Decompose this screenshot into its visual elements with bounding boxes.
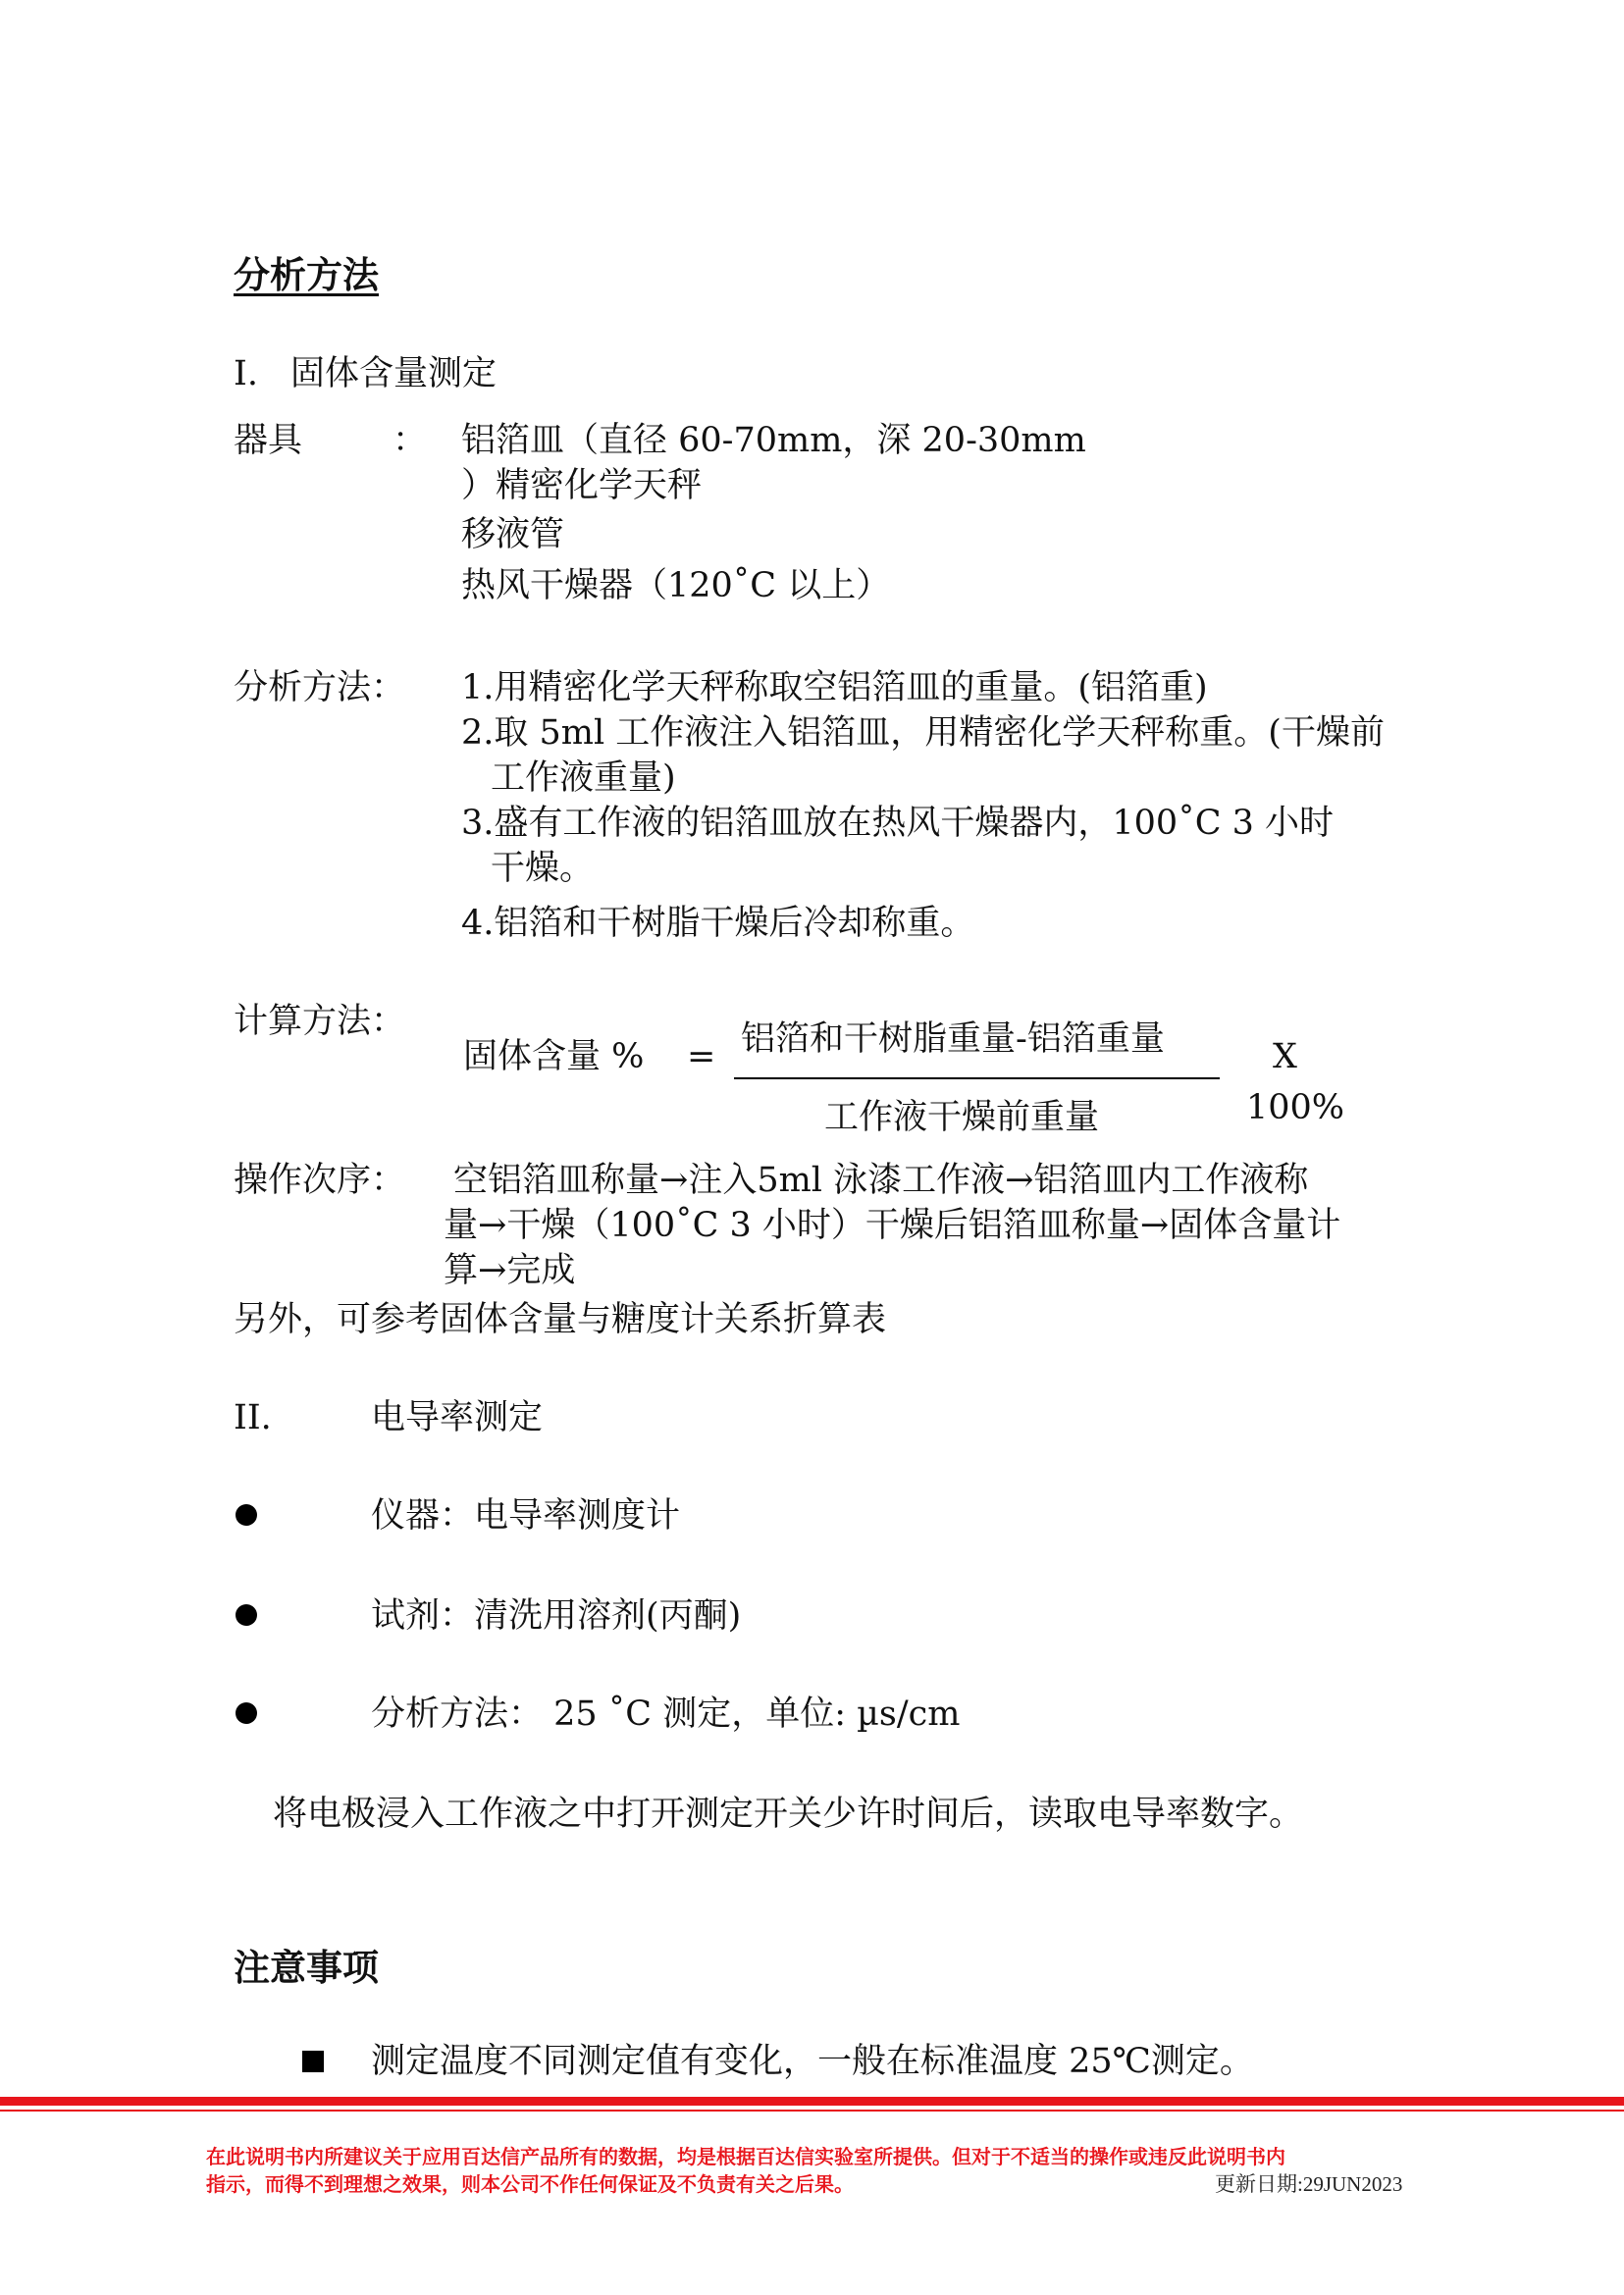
conductivity-item: 仪器：电导率测度计 <box>371 1496 681 1536</box>
bullet-icon <box>236 1702 257 1724</box>
formula-denominator: 工作液干燥前重量 <box>824 1098 1100 1137</box>
equipment-label: 器具 <box>234 421 303 460</box>
bullet-icon <box>236 1604 257 1626</box>
calc-label: 计算方法： <box>234 1002 406 1041</box>
method-step-continued: 工作液重量) <box>491 758 676 798</box>
bullet-icon <box>236 1504 257 1526</box>
formula-times: X <box>1273 1037 1297 1076</box>
formula-percent: 100% <box>1246 1088 1345 1127</box>
method-step: 4.铝箔和干树脂干燥后冷却称重。 <box>461 904 975 943</box>
notes-item: 测定温度不同测定值有变化，一般在标准温度 25℃测定。 <box>371 2042 1254 2081</box>
section-1-title: 固体含量测定 <box>290 354 498 393</box>
footer-rule <box>0 2097 1624 2106</box>
formula-lhs: 固体含量 % <box>463 1037 645 1076</box>
method-step: 1.用精密化学天秤称取空铝箔皿的重量。(铝箔重) <box>461 668 1208 707</box>
footer-disclaimer: 在此说明书内所建议关于应用百达信产品所有的数据，均是根据百达信实验室所提供。但对于不适当的操作或违反此说明书内 <box>206 2145 1285 2168</box>
method-label: 分析方法： <box>234 668 406 707</box>
footer-disclaimer: 指示，而得不到理想之效果，则本公司不作任何保证及不负责有关之后果。 <box>206 2172 854 2196</box>
method-step: 2.取 5ml 工作液注入铝箔皿，用精密化学天秤称重。(干燥前 <box>461 713 1385 753</box>
method-step: 3.盛有工作液的铝箔皿放在热风干燥器内，100˚C 3 小时 <box>461 804 1334 843</box>
method-step-continued: 干燥。 <box>491 849 595 888</box>
conductivity-instruction: 将电极浸入工作液之中打开测定开关少许时间后，读取电导率数字。 <box>273 1795 1304 1834</box>
square-bullet-icon <box>302 2051 324 2072</box>
footer-rule-thin <box>0 2110 1624 2112</box>
sequence-label: 操作次序： <box>234 1161 406 1200</box>
section-2-title: 电导率测定 <box>371 1398 544 1437</box>
sequence-line: 空铝箔皿称量→注入5ml 泳漆工作液→铝箔皿内工作液称 <box>453 1161 1309 1200</box>
section-1-numeral: I. <box>234 354 258 393</box>
conductivity-item: 分析方法： 25 ˚C 测定，单位: µs/cm <box>371 1695 961 1734</box>
section-2-numeral: II. <box>234 1398 272 1437</box>
reference-note: 另外，可参考固体含量与糖度计关系折算表 <box>234 1300 887 1339</box>
page-heading: 分析方法 <box>234 253 379 296</box>
equipment-item: 铝箔皿（直径 60-70mm，深 20-30mm <box>461 421 1086 460</box>
formula-numerator: 铝箔和干树脂重量-铝箔重量 <box>741 1019 1165 1059</box>
sequence-line: 量→干燥（100˚C 3 小时）干燥后铝箔皿称量→固体含量计 <box>444 1206 1341 1245</box>
notes-title: 注意事项 <box>234 1946 379 1989</box>
fraction-bar <box>734 1077 1220 1079</box>
equipment-colon: ： <box>393 421 428 460</box>
sequence-line: 算→完成 <box>444 1251 576 1290</box>
equipment-item: 移液管 <box>461 515 565 554</box>
conductivity-item: 试剂：清洗用溶剂(丙酮) <box>371 1596 742 1636</box>
formula-equals: = <box>687 1037 716 1076</box>
equipment-item: ）精密化学天秤 <box>461 466 703 505</box>
equipment-item: 热风干燥器（120˚C 以上） <box>461 566 891 605</box>
update-date: 更新日期:29JUN2023 <box>1215 2172 1403 2196</box>
